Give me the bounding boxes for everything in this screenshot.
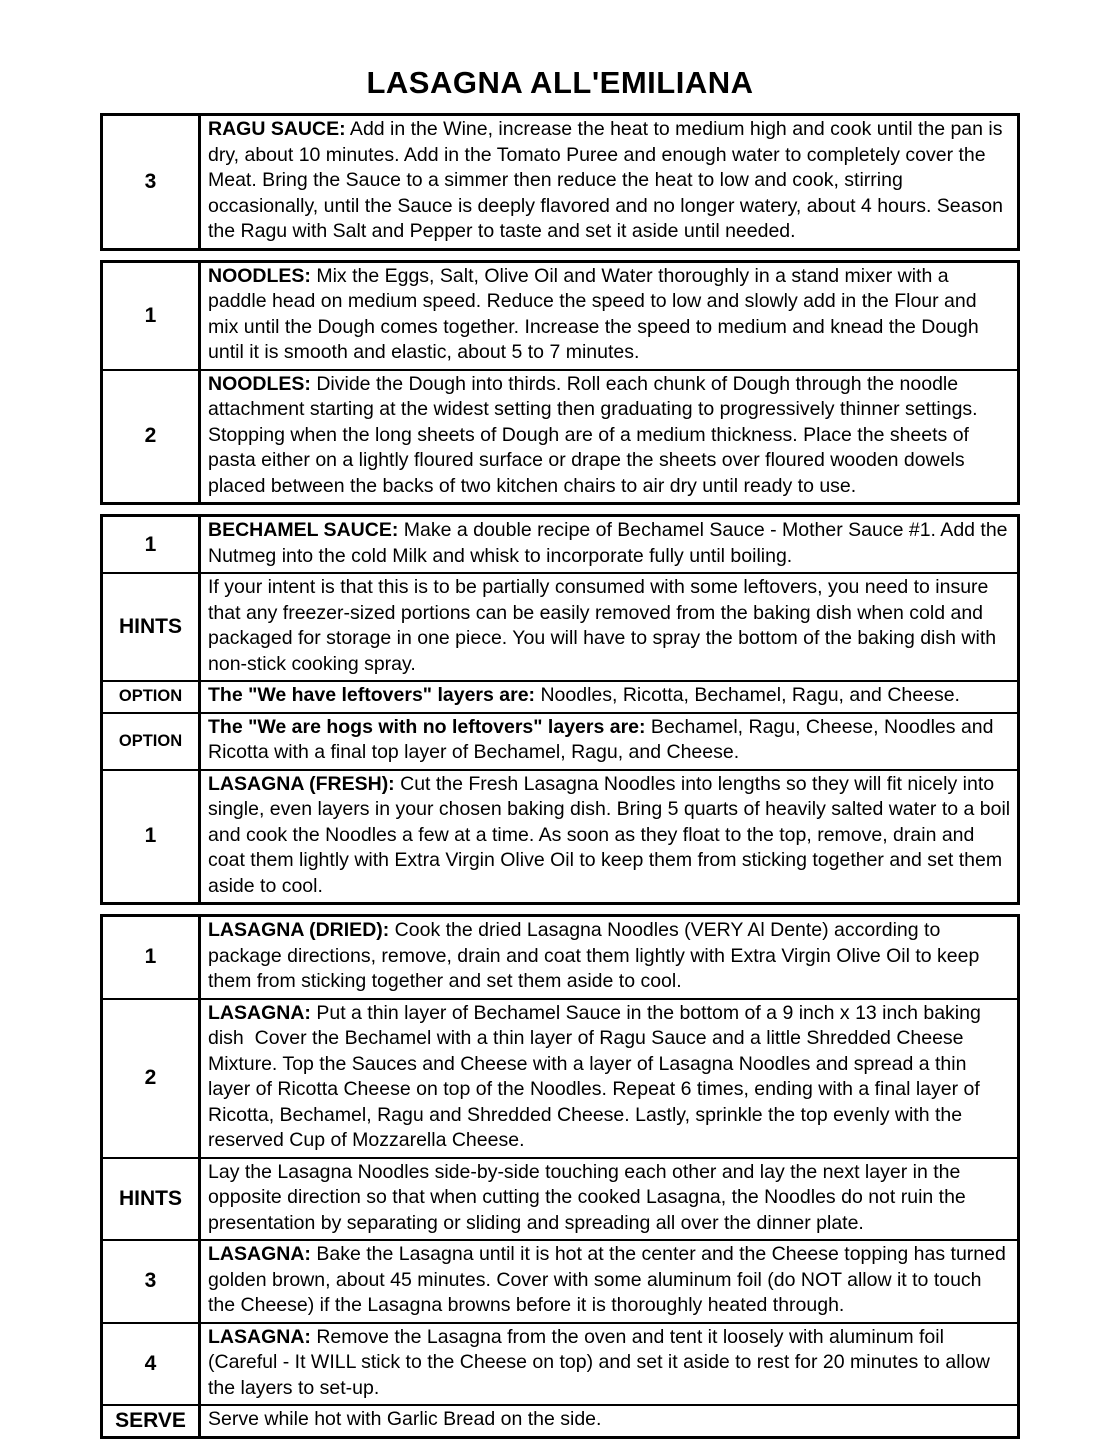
instruction-lead: LASAGNA (DRIED): [208,919,390,941]
step-label: 4 [103,1324,201,1405]
step-table-block-assembly-serve [100,914,1020,1439]
step-label: 1 [103,917,201,998]
step-label: 3 [103,116,201,248]
step-instruction [201,771,1017,903]
instruction-text: Add in the Wine, increase the heat to medium high and cook until the pan is dry, about 10 minutes. Add in the Tomato Puree and enough water to completely cover the Meat. Bring the Sauce to a simmer then reduce the heat to low and cook, stirring occasionally, until the Sauce is deeply flavored and no longer watery, about 4 hours. Season the Ragu with Salt and Pepper to taste and set it aside until needed. [208,118,1009,242]
instruction-text: Bake the Lasagna until it is hot at the center and the Cheese topping has turned golden brown, about 45 minutes. Cover with some aluminum foil (do NOT allow it to touch the Cheese) if the Lasagna browns before it is thoroughly heated through. [208,1243,1012,1316]
step-instruction [201,714,1017,769]
instruction-lead: LASAGNA: [208,1243,311,1265]
step-instruction [201,1324,1017,1405]
step-row [103,116,1017,248]
instruction-lead: LASAGNA: [208,1001,311,1024]
instruction-text: Put a thin layer of Bechamel Sauce in the bottom of a 9 inch x 13 inch baking dish Cover the Bechamel with a thin layer of Ragu Sauce and a little Shredded Cheese Mixture. Top the Sauces and Cheese with a layer of Lasagna Noodles and spread a thin layer of Ricotta Cheese on top of the Noodles. Repeat 6 times, ending with a final layer of Ricotta, Bechamel, Ragu and Shredded Cheese. Lastly, sprinkle the top evenly with the reserved Cup of Mozzarella Cheese. [208,1001,987,1151]
step-label: 1 [103,263,201,369]
step-instruction [201,517,1017,572]
instruction-lead: LASAGNA: [208,1325,311,1348]
step-row [103,369,1017,503]
step-instruction [201,371,1017,503]
step-row [103,769,1017,903]
instruction-text: Divide the Dough into thirds. Roll each chunk of Dough through the noodle attachment starting at the widest setting then graduating to progressively thinner settings. Stopping when the long sheets of Dough are of a medium thickness. Place the sheets of pasta either on a lightly floured surface or drape the sheets over floured wooden dowels placed between the backs of two kitchen chairs to air dry until ready to use. [208,372,984,497]
step-table-block-bechamel-options [100,514,1020,905]
step-label: SERVE [103,1406,201,1436]
step-label: 1 [103,771,201,903]
step-label: HINTS [103,1159,201,1240]
recipe-steps-table [100,113,1020,1439]
step-label: 2 [103,1000,201,1157]
step-row [103,680,1017,712]
instruction-text: Remove the Lasagna from the oven and tent it loosely with aluminum foil (Careful - It WILL stick to the Cheese on top) and set it aside to rest for 20 minutes to allow the layers to set-up. [208,1325,996,1399]
step-label: 3 [103,1241,201,1322]
step-label: 2 [103,371,201,503]
step-row [103,712,1017,769]
step-row [103,1404,1017,1436]
step-row [103,572,1017,680]
instruction-lead: BECHAMEL SAUCE: [208,519,399,541]
instruction-lead: The "We have leftovers" layers are: [208,684,536,706]
step-label: OPTION [103,714,201,769]
step-row [103,1239,1017,1322]
instruction-text: If your intent is that this is to be partially consumed with some leftovers, you need to insure that any freezer-sized portions can be easily removed from the baking dish when cold and packaged for storage in one piece. You will have to spray the bottom of the baking dish with non-stick cooking spray. [208,576,1002,675]
step-row [103,917,1017,998]
step-label: OPTION [103,682,201,712]
instruction-text: Bechamel, Ragu, Cheese, Noodles and Ricotta with a final top layer of Bechamel, Ragu, and Cheese. [208,715,999,763]
instruction-text: Lay the Lasagna Noodles side-by-side touching each other and lay the next layer in the opposite direction so that when cutting the cooked Lasagna, the Noodles do not ruin the presentation by separating or sliding and spreading all over the dinner plate. [208,1160,972,1234]
instruction-text: Make a double recipe of Bechamel Sauce - Mother Sauce #1. Add the Nutmeg into the cold Milk and whisk to incorporate fully until boiling. [208,519,1013,567]
step-instruction [201,1406,1017,1436]
step-instruction [201,574,1017,680]
step-row [103,517,1017,572]
step-instruction [201,116,1017,248]
instruction-text: Cook the dried Lasagna Noodles (VERY Al Dente) according to package directions, remove, drain and coat them lightly with Extra Virgin Olive Oil to keep them from sticking together and set them aside to cool. [208,919,985,992]
instruction-lead: LASAGNA (FRESH): [208,772,395,795]
recipe-title: LASAGNA ALL'EMILIANA [366,65,754,100]
instruction-text: Cut the Fresh Lasagna Noodles into lengths so they will fit nicely into single, even layers in your chosen baking dish. Bring 5 quarts of heavily salted water to a boil and cook the Noodles a few at a time. As soon as they float to the top, remove, drain and coat them lightly with Extra Virgin Olive Oil to keep them from sticking together and set them aside to cool. [208,772,1016,897]
step-label: 1 [103,517,201,572]
instruction-text: Noodles, Ricotta, Bechamel, Ragu, and Cheese. [535,684,960,706]
step-label: HINTS [103,574,201,680]
step-table-block-noodles [100,260,1020,506]
instruction-lead: The "We are hogs with no leftovers" layers are: [208,715,646,738]
step-row [103,998,1017,1157]
step-instruction [201,1000,1017,1157]
step-row [103,1322,1017,1405]
step-row [103,263,1017,369]
step-row [103,1157,1017,1240]
step-instruction [201,263,1017,369]
instruction-text: Mix the Eggs, Salt, Olive Oil and Water thoroughly in a stand mixer with a paddle head on medium speed. Reduce the speed to low and slowly add in the Flour and mix until the Dough comes together. Increase the speed to medium and knead the Dough until it is smooth and elastic, about 5 to 7 minutes. [208,264,985,363]
step-instruction [201,1159,1017,1240]
step-table-block-ragu [100,113,1020,251]
instruction-text: Serve while hot with Garlic Bread on the side. [208,1408,602,1430]
step-instruction [201,917,1017,998]
instruction-lead: NOODLES: [208,372,311,395]
step-instruction [201,1241,1017,1322]
step-instruction [201,682,1017,712]
instruction-lead: NOODLES: [208,264,311,287]
instruction-lead: RAGU SAUCE: [208,118,346,140]
